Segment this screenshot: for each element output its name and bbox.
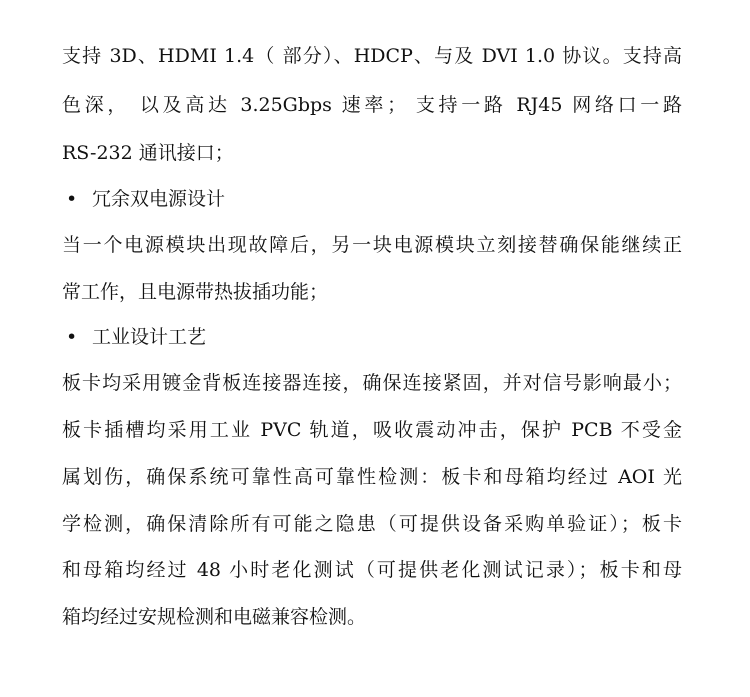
bullet-icon: •: [66, 188, 78, 210]
paragraph-line: 当一个电源模块出现故障后，另一块电源模块立刻接替确保能继续正: [62, 234, 682, 256]
paragraph-line: 和母箱均经过 48 小时老化测试（可提供老化测试记录）；板卡和母: [62, 559, 682, 581]
paragraph-line: 箱均经过安规检测和电磁兼容检测。: [62, 606, 367, 628]
paragraph-line: RS-232 通讯接口；: [62, 142, 234, 164]
paragraph-line: 支持 3D、HDMI 1.4（ 部分）、HDCP、与及 DVI 1.0 协议。支持高: [62, 45, 682, 67]
paragraph-line: 色深， 以及高达 3.25Gbps 速率； 支持一路 RJ45 网络口一路: [62, 94, 682, 116]
bullet-label: 工业设计工艺: [92, 326, 207, 348]
paragraph-line: 常工作，且电源带热拔插功能；: [62, 281, 329, 303]
paragraph-line: 板卡插槽均采用工业 PVC 轨道，吸收震动冲击，保护 PCB 不受金: [62, 419, 682, 441]
paragraph-line: 学检测，确保清除所有可能之隐患（可提供设备采购单验证）；板卡: [62, 513, 682, 535]
paragraph-line: 板卡均采用镀金背板连接器连接，确保连接紧固，并对信号影响最小；: [62, 372, 682, 394]
bullet-label: 冗余双电源设计: [92, 188, 226, 210]
paragraph-line: 属划伤，确保系统可靠性高可靠性检测：板卡和母箱均经过 AOI 光: [62, 466, 682, 488]
bullet-item: [62, 325, 206, 349]
bullet-item: [62, 187, 225, 211]
bullet-icon: •: [66, 326, 78, 348]
